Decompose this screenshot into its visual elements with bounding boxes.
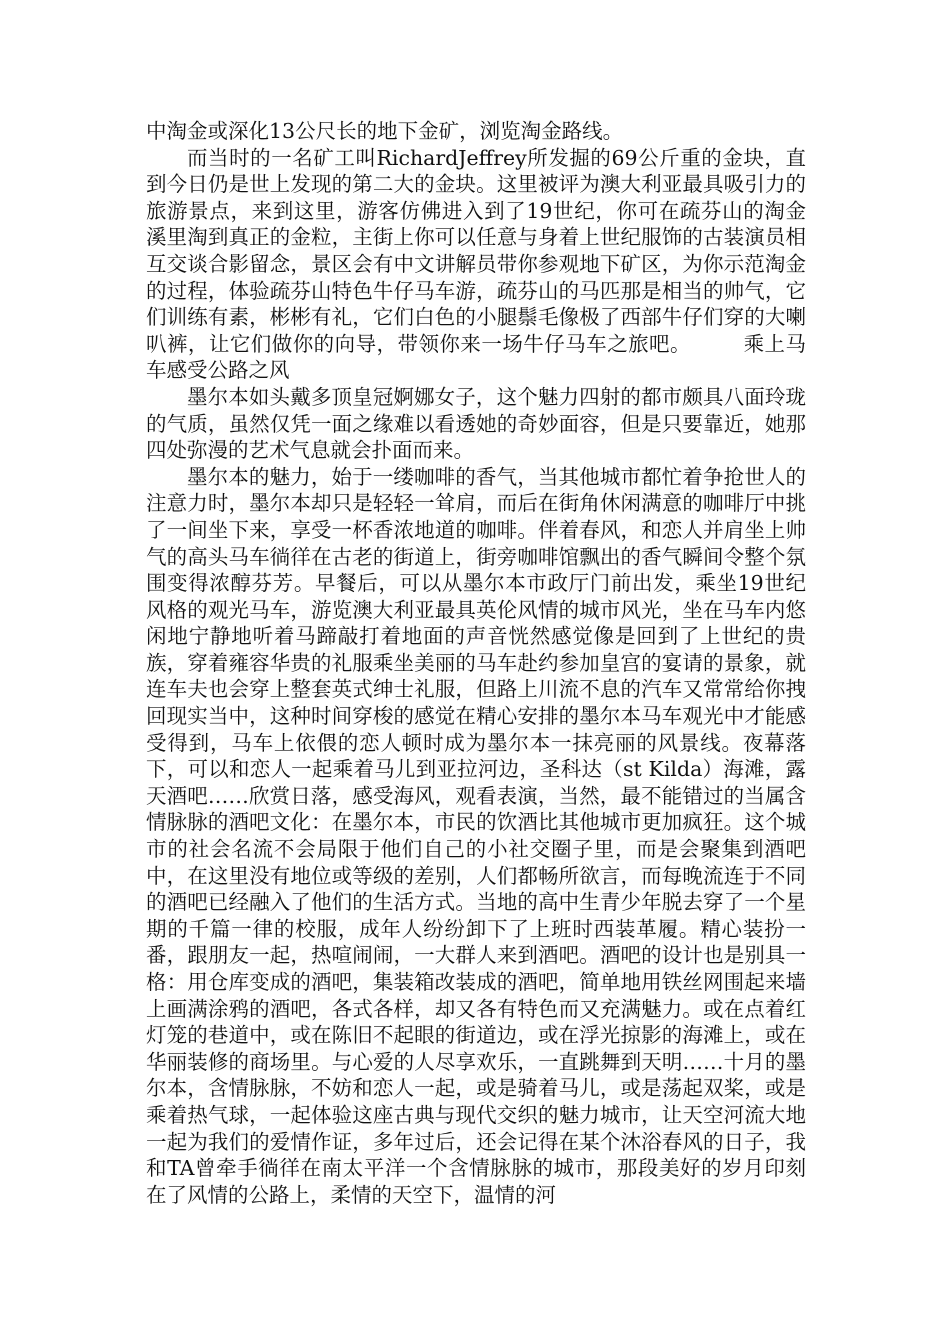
paragraph-continuation: 中淘金或深化13公尺长的地下金矿，浏览淘金路线。 xyxy=(146,119,624,143)
document-page xyxy=(146,118,806,1208)
paragraph-melbourne-intro: 墨尔本如头戴多顶皇冠婀娜女子，这个魅力四射的都市颇具八面玲珑的气质，虽然仅凭一面之缘难以看透她的奇妙面容，但是只要靠近，她那四处弥漫的艺术气息就会扑面而来。 xyxy=(146,384,806,463)
paragraph-gold-nugget-sovereign-hill: 而当时的一名矿工叫RichardJeffrey所发掘的69公斤重的金块，直到今日仍是世上发现的第二大的金块。这里被评为澳大利亚最具吸引力的旅游景点，来到这里，游客仿佛进入到了19世纪，你可在疏芬山的淘金溪里淘到真正的金粒，主街上你可以任意与身着上世纪服饰的古装演员相互交谈合影留念，景区会有中文讲解员带你参观地下矿区，为你示范淘金的过程，体验疏芬山特色牛仔马车游，疏芬山的马匹那是相当的帅气，它们训练有素，彬彬有礼，它们白色的小腿鬃毛像极了西部牛仔们穿的大喇叭裤，让它们做你的向导，带领你来一场牛仔马车之旅吧。 乘上马车感受公路之风 xyxy=(146,145,806,383)
paragraph-melbourne-charm: 墨尔本的魅力，始于一缕咖啡的香气，当其他城市都忙着争抢世人的注意力时，墨尔本却只是轻轻一耸肩，而后在街角休闲满意的咖啡厅中挑了一间坐下来，享受一杯香浓地道的咖啡。伴着春风，和恋人并肩坐上帅气的高头马车徜徉在古老的街道上，街旁咖啡馆飘出的香气瞬间令整个氛围变得浓醇芬芳。早餐后，可以从墨尔本市政厅门前出发，乘坐19世纪风格的观光马车，游览澳大利亚最具英伦风情的城市风光，坐在马车内悠闲地宁静地听着马蹄敲打着地面的声音恍然感觉像是回到了上世纪的贵族，穿着雍容华贵的礼服乘坐美丽的马车赴约参加皇宫的宴请的景象，就连车夫也会穿上整套英式绅士礼服，但路上川流不息的汽车又常常给你拽回现实当中，这种时间穿梭的感觉在精心安排的墨尔本马车观光中才能感受得到，马车上依偎的恋人顿时成为墨尔本一抹亮丽的风景线。夜幕落下，可以和恋人一起乘着马儿到亚拉河边，圣科达（st Kilda）海滩，露天酒吧……欣赏日落，感受海风，观看表演，当然，最不能错过的当属含情脉脉的酒吧文化：在墨尔本，市民的饮酒比其他城市更加疯狂。这个城市的社会名流不会局限于他们自己的小社交圈子里，而是会聚集到酒吧中，在这里没有地位或等级的差别，人们都畅所欲言，而每晚流连于不同的酒吧已经融入了他们的生活方式。当地的高中生青少年脱去穿了一个星期的千篇一律的校服，成年人纷纷卸下了上班时西装革履。精心装扮一番，跟朋友一起，热喧闹闹，一大群人来到酒吧。酒吧的设计也是别具一格：用仓库变成的酒吧，集装箱改装成的酒吧，简单地用铁丝网围起来墙上画满涂鸦的酒吧，各式各样，却又各有特色而又充满魅力。或在点着红灯笼的巷道中，或在陈旧不起眼的街道边，或在浮光掠影的海滩上，或在华丽装修的商场里。与心爱的人尽享欢乐，一直跳舞到天明……十月的墨尔本，含情脉脉，不妨和恋人一起，或是骑着马儿，或是荡起双桨，或是乘着热气球，一起体验这座古典与现代交织的魅力城市，让天空河流大地一起为我们的爱情作证，多年过后，还会记得在某个沐浴春风的日子，我和TA曾牵手徜徉在南太平洋一个含情脉脉的城市，那段美好的岁月印刻在了风情的公路上，柔情的天空下，温情的河 xyxy=(146,464,806,1207)
